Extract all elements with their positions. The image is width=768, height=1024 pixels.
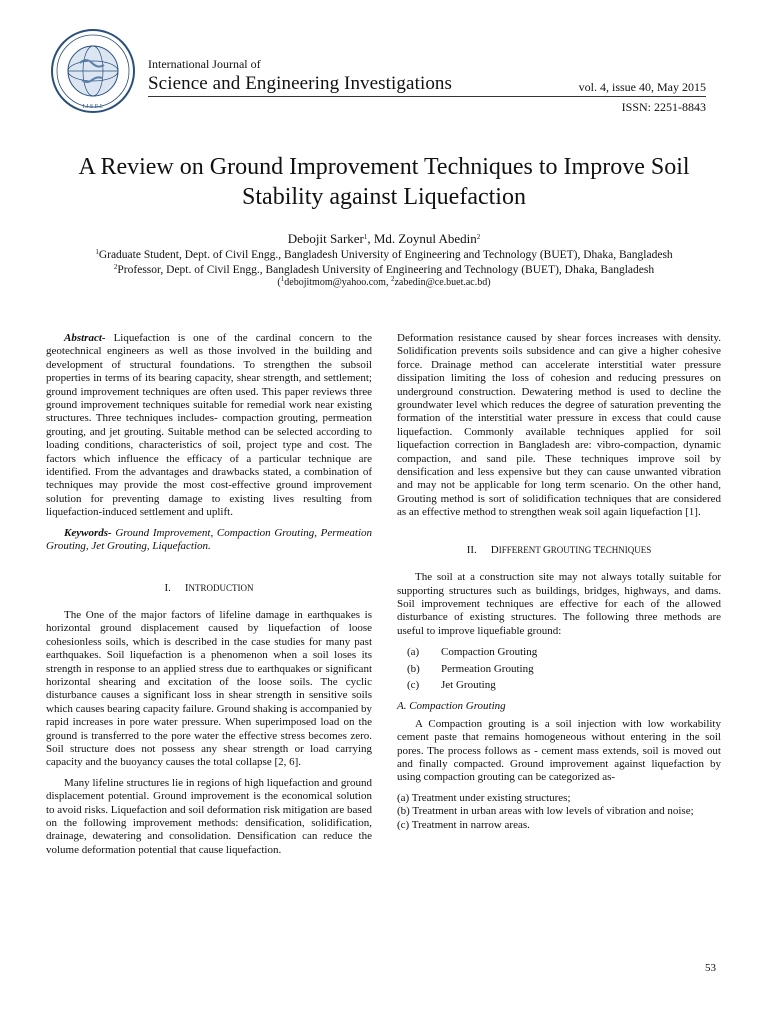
journal-name: Science and Engineering Investigations	[148, 73, 453, 94]
section-heading-introduction: I. INTRODUCTION	[164, 581, 254, 594]
journal-logo-icon	[50, 28, 136, 114]
methods-list	[397, 646, 721, 692]
volume-issue: vol. 4, issue 40, May 2015	[578, 80, 706, 94]
right-column	[397, 332, 721, 832]
author-1-sup: 1	[363, 233, 368, 241]
list-item: (b) Permeation Grouting	[407, 662, 534, 675]
journal-name-line1: International Journal of	[148, 57, 261, 71]
grouting-paragraph-1: The soil at a construction site may not always totally suitable for supporting structures such as buildings, bridges, highways, and dams. Soil improvement techniques are effective for each of the allowed disturbance of existing structures. The following three methods are useful to improve liquefiable ground:	[397, 571, 721, 637]
keywords-label: Keywords-	[64, 526, 112, 539]
header-divider	[148, 96, 706, 97]
logo-text: I.J.S.E.I.	[82, 104, 104, 110]
grouting-paragraph-2: A Compaction grouting is a soil injection with low workability cement paste that remains homogeneous without entering in the soil pores. The process follows as - cement mass extends, soil is moved out and finally compacted. Ground improvement against liquefaction by using compaction grouting can be categorized as-	[397, 717, 721, 784]
left-column	[46, 332, 372, 864]
keywords	[46, 527, 372, 554]
treatment-item-a: (a) Treatment under existing structures;	[397, 791, 571, 804]
affiliation-2: $^2$Professor, Dept. of Civil Engg., Bangladesh University of Engineering and Technology (BUET), Dhaka, Bangladesh	[113, 263, 655, 276]
intro-paragraph-2: Many lifeline structures lie in regions of high liquefaction and ground displacement potential. Ground improvement is the economical solution to avoid risks. Liquefaction and soil deformation risk mitigation are based on the following improvement methods: densification, solidification, drainage, dewatering and consolidation. Densification can reduce the volume deformation potential that cause liquefaction.	[46, 776, 372, 856]
list-item: (c) Jet Grouting	[407, 678, 496, 691]
abstract	[46, 332, 372, 520]
affiliation-1: $^1$Graduate Student, Dept. of Civil Engg., Bangladesh University of Engineering and Technology (BUET), Dhaka, Bangladesh	[95, 248, 673, 261]
author-emails: ($^1$debojitmom@yahoo.com, $^2$zabedin@ce.buet.ac.bd)	[277, 275, 491, 288]
author-2: Md. Zoynul Abedin	[373, 231, 477, 246]
section-heading-grouting: II. DIFFERENT GROUTING TECHNIQUES	[466, 543, 652, 556]
issn: ISSN: 2251-8843	[621, 100, 706, 114]
abstract-text: Liquefaction is one of the cardinal concern to the geotechnical engineers as well as those involved in the building and development of structural foundations. To strengthen the subsoil properties in terms of its bearing capacity, shear strength, and settlement; ground improvement techniques are often used. This paper reviews three ground improvement techniques suitable for remedial work near existing structures. Three techniques includes- compaction grouting, permeation grouting, and jet grouting. Suitable method can be selected according to loading conditions, characteristics of soil, project type and cost. The factors which influence the efficacy of a particular technique are identified. From the advantages and drawbacks stated, a combination of techniques may provide the most cost-effective ground improvement solution for preventing damage to existing lives resulting from liquefaction-induced settlement and uplift.	[46, 332, 372, 519]
authors: Debojit Sarker$^1$, Md. Zoynul Abedin$^2$	[287, 231, 481, 246]
abstract-label: Abstract-	[64, 332, 106, 344]
subsection-heading-compaction: A. Compaction Grouting	[397, 700, 506, 713]
intro-paragraph-1: The One of the major factors of lifeline damage in earthquakes is horizontal ground displacement caused by liquefaction of loose cohesionless soils, which is described in the case studies for many past earthquakes. Soil liquefaction is a phenomenon when a soil loses its strength in response to an applied stress due to earthquakes or significant horizontal shearing and excitation of the loose soils. The cyclic disturbance causes a significant loss in shear strength in sensitive soils which causes bearing capacity failure. Ground shaking is accompanied by rapid increases in pore water pressure. When superimposed load on the ground is transferred to the pore water the effective stress becomes zero. Soil structure does not possess any shear strength or load carrying capacity and the buoyancy causes the total collapse [2, 6].	[46, 608, 372, 769]
author-1: Debojit Sarker	[287, 231, 364, 246]
intro-paragraph-3: Deformation resistance caused by shear forces increases with density. Solidification prevents soils subsidence and can give a higher cohesive force. Drainage method can accelerate interstitial water pressure dissipation limiting the loss of cohesion and reducing pressures on underground construction. Dewatering method is used to decline the groundwater level which reduces the degree of saturation preventing the formation of the interstitial water pressure in excess that could cause liquefaction. Commonly available techniques applied for soil liquefaction correction in Bangladesh are: vibro-compaction, dynamic compaction, and sand pile. These techniques improve soil by densification and less expensive but they can cause unwanted vibration and may not be applicable for long term scenario. On the other hand, Grouting method is sort of solidification techniques that are considered as an effective method to strengthen weak soil again liquefaction [1].	[397, 332, 721, 519]
paper-title: A Review on Ground Improvement Techniques to Improve Soil Stability against Liquefaction	[78, 154, 690, 210]
keywords-text: Ground Improvement, Compaction Grouting, Permeation Grouting, Jet Grouting, Liquefaction.	[46, 526, 372, 553]
page-number: 53	[705, 962, 716, 974]
list-item: (a) Compaction Grouting	[407, 646, 538, 659]
treatment-item-b: (b) Treatment in urban areas with low levels of vibration and noise;	[397, 805, 694, 818]
treatment-item-c: (c) Treatment in narrow areas.	[397, 818, 530, 831]
author-2-sup: 2	[476, 233, 481, 241]
